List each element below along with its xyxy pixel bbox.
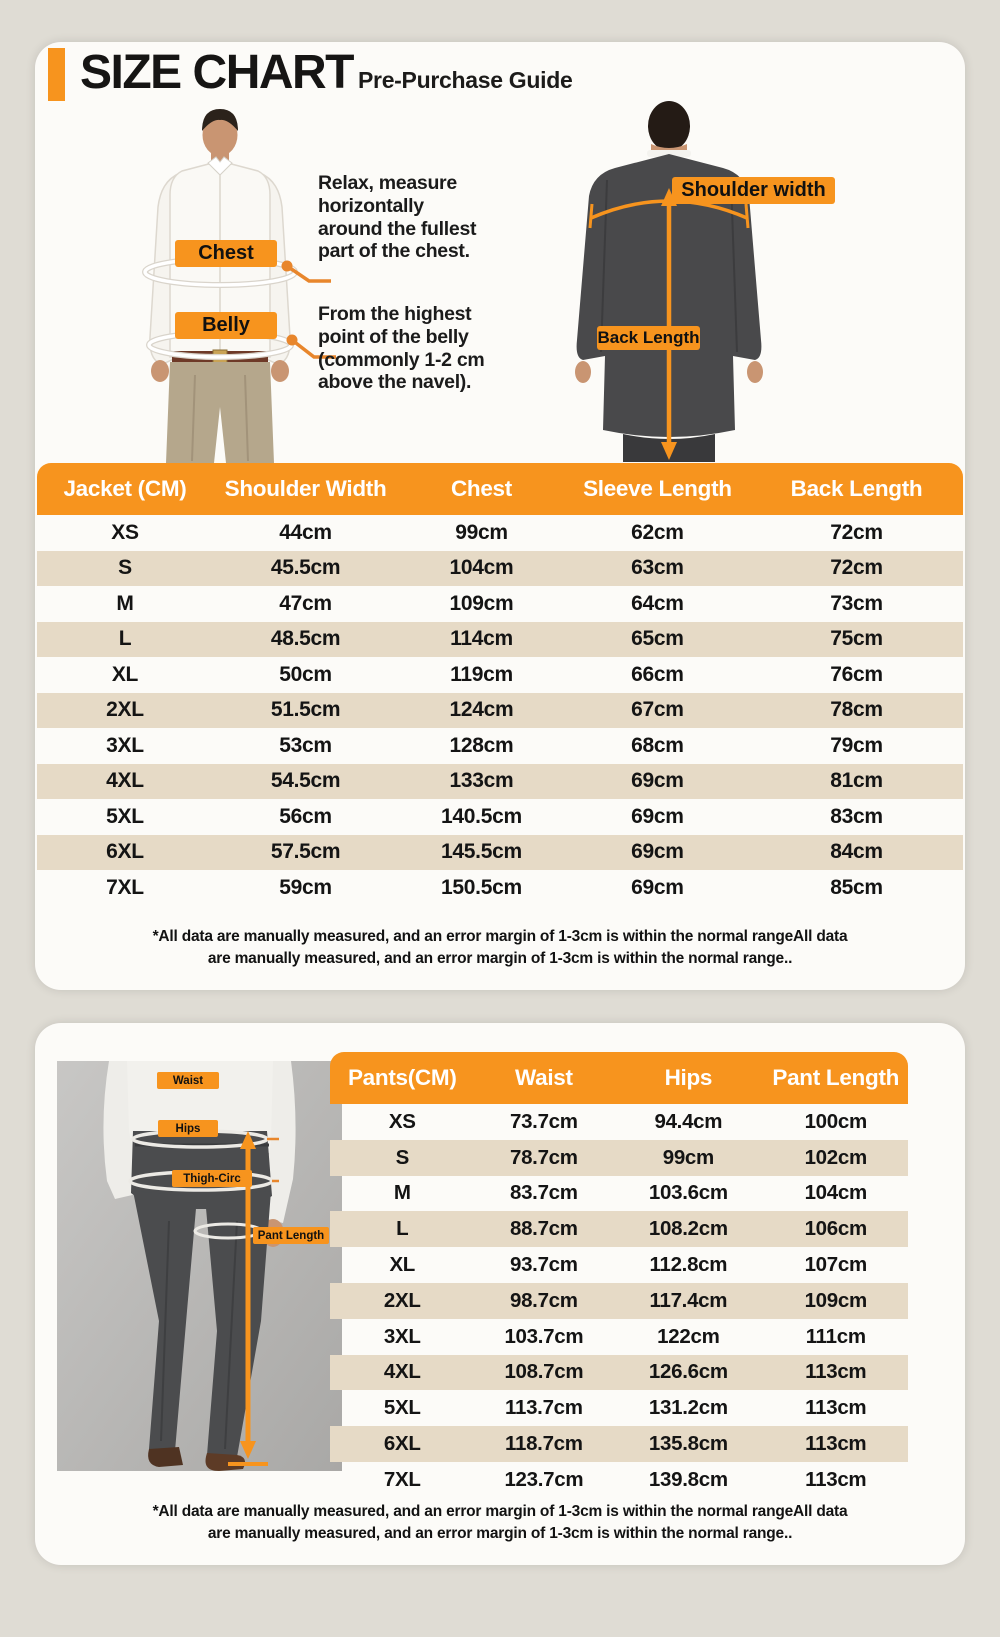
table-cell: 106cm <box>763 1211 908 1247</box>
chest-badge: Chest <box>175 240 277 267</box>
table-cell: 5XL <box>106 804 144 828</box>
table-cell: 47cm <box>279 591 332 615</box>
table-cell: 7XL <box>383 1467 421 1491</box>
table-cell: 99cm <box>455 520 508 544</box>
table-cell: 65cm <box>565 622 750 658</box>
table-cell: 64cm <box>631 591 684 615</box>
table-cell: 72cm <box>750 551 963 587</box>
table-row <box>330 1355 908 1391</box>
table-cell: 135.8cm <box>613 1426 763 1462</box>
table-cell: 113cm <box>805 1467 867 1491</box>
table-cell: 83cm <box>830 804 883 828</box>
table-row <box>37 657 963 693</box>
table-cell: 133cm <box>398 764 565 800</box>
jacket-size-table <box>37 463 963 906</box>
pants-size-table <box>330 1052 908 1498</box>
table-cell: 103.7cm <box>504 1324 584 1348</box>
table-row <box>330 1140 908 1176</box>
table-cell: 69cm <box>631 875 684 899</box>
table-cell: L <box>37 622 213 658</box>
table-cell: 78cm <box>750 693 963 729</box>
table-cell: 5XL <box>383 1396 421 1420</box>
table-cell: 69cm <box>565 764 750 800</box>
table-cell: 113cm <box>805 1396 867 1420</box>
title-accent-bar <box>48 48 65 101</box>
table-row <box>330 1390 908 1426</box>
table-cell: 122cm <box>657 1324 720 1348</box>
page-subtitle: Pre-Purchase Guide <box>358 67 573 93</box>
pants-disclaimer <box>35 1501 965 1545</box>
back-figure-image <box>545 100 865 462</box>
table-cell: M <box>116 591 134 615</box>
table-cell: 109cm <box>763 1283 908 1319</box>
table-cell: 3XL <box>383 1324 421 1348</box>
table-cell: 69cm <box>631 804 684 828</box>
table-cell: 73.7cm <box>509 1109 578 1133</box>
hips-badge: Hips <box>158 1120 218 1137</box>
table-row <box>37 870 963 906</box>
table-cell: 51.5cm <box>213 693 398 729</box>
disclaimer-line: are manually measured, and an error margin of 1-3cm is within the normal range.. <box>207 1525 793 1542</box>
table-cell: 53cm <box>279 733 332 757</box>
table-cell: 124cm <box>398 693 565 729</box>
pants-table-header-row <box>330 1052 908 1104</box>
table-cell: 66cm <box>631 662 684 686</box>
table-row <box>37 622 963 658</box>
table-cell: XS <box>388 1109 416 1133</box>
table-row <box>37 515 963 551</box>
table-cell: 2XL <box>37 693 213 729</box>
table-row <box>330 1319 908 1355</box>
table-cell: 6XL <box>37 835 213 871</box>
table-cell: 114cm <box>398 622 565 658</box>
table-cell: 88.7cm <box>475 1211 614 1247</box>
table-cell: 2XL <box>330 1283 475 1319</box>
table-cell: 102cm <box>763 1140 908 1176</box>
waist-badge: Waist <box>157 1072 219 1089</box>
table-row <box>37 799 963 835</box>
table-cell: 98.7cm <box>475 1283 614 1319</box>
table-cell: S <box>330 1140 475 1176</box>
table-cell: 79cm <box>830 733 883 757</box>
table-cell: 44cm <box>279 520 332 544</box>
table-cell: 93.7cm <box>509 1253 578 1277</box>
table-cell: 113.7cm <box>505 1396 583 1420</box>
table-cell: 50cm <box>279 662 332 686</box>
table-cell: 103.6cm <box>648 1181 728 1205</box>
table-cell: 45.5cm <box>213 551 398 587</box>
table-cell: 145.5cm <box>398 835 565 871</box>
column-header: Hips <box>613 1052 763 1104</box>
column-header: Shoulder Width <box>213 463 398 515</box>
table-cell: 100cm <box>804 1109 867 1133</box>
table-cell: 107cm <box>804 1253 867 1277</box>
table-cell: 4XL <box>330 1355 475 1391</box>
table-cell: 76cm <box>830 662 883 686</box>
table-cell: 3XL <box>106 733 144 757</box>
table-cell: 150.5cm <box>441 875 522 899</box>
table-cell: 81cm <box>750 764 963 800</box>
column-header: Waist <box>475 1052 614 1104</box>
table-cell: 109cm <box>449 591 514 615</box>
table-row <box>330 1426 908 1462</box>
table-cell: 75cm <box>750 622 963 658</box>
pant-length-badge: Pant Length <box>253 1227 329 1244</box>
table-cell: 84cm <box>750 835 963 871</box>
shoulder-width-badge: Shoulder width <box>672 177 835 204</box>
table-cell: 140.5cm <box>441 804 522 828</box>
column-header: Pants(CM) <box>330 1052 475 1104</box>
table-cell: 72cm <box>830 520 883 544</box>
table-row <box>37 551 963 587</box>
table-cell: 85cm <box>830 875 883 899</box>
table-row <box>330 1104 908 1140</box>
page-title: SIZE CHART <box>80 46 353 99</box>
table-row <box>330 1211 908 1247</box>
table-row <box>37 835 963 871</box>
disclaimer-line: *All data are manually measured, and an error margin of 1-3cm is within the normal rangeAll data <box>152 1503 848 1520</box>
column-header: Sleeve Length <box>565 463 750 515</box>
table-cell: 123.7cm <box>504 1467 584 1491</box>
chest-connector-line <box>281 260 333 288</box>
table-cell: 6XL <box>330 1426 475 1462</box>
table-cell: 83.7cm <box>509 1181 578 1205</box>
table-cell: 118.7cm <box>475 1426 614 1462</box>
table-cell: 4XL <box>37 764 213 800</box>
table-cell: 104cm <box>804 1181 867 1205</box>
table-cell: 7XL <box>106 875 144 899</box>
table-row <box>330 1176 908 1212</box>
table-cell: L <box>330 1211 475 1247</box>
table-cell: 63cm <box>565 551 750 587</box>
table-row <box>330 1283 908 1319</box>
table-cell: 126.6cm <box>613 1355 763 1391</box>
jacket-size-card <box>35 42 965 990</box>
column-header: Back Length <box>750 463 963 515</box>
jacket-table-header-row <box>37 463 963 515</box>
table-row <box>37 728 963 764</box>
table-cell: 108.2cm <box>613 1211 763 1247</box>
table-cell: 57.5cm <box>213 835 398 871</box>
table-cell: 104cm <box>398 551 565 587</box>
table-row <box>37 764 963 800</box>
back-length-badge: Back Length <box>597 326 700 350</box>
belly-note: From the highest point of the belly (commonly 1-2 cm above the navel). <box>318 303 485 394</box>
table-cell: 99cm <box>613 1140 763 1176</box>
table-cell: XL <box>389 1253 416 1277</box>
table-cell: 119cm <box>450 662 513 686</box>
table-cell: 68cm <box>631 733 684 757</box>
belly-badge: Belly <box>175 312 277 339</box>
chest-note: Relax, measure horizontally around the fullest part of the chest. <box>318 172 477 263</box>
table-cell: 112.8cm <box>649 1253 728 1277</box>
table-cell: 56cm <box>279 804 332 828</box>
table-cell: S <box>37 551 213 587</box>
table-cell: 73cm <box>830 591 883 615</box>
table-cell: 78.7cm <box>475 1140 614 1176</box>
table-row <box>37 586 963 622</box>
disclaimer-line: are manually measured, and an error margin of 1-3cm is within the normal range.. <box>207 950 793 967</box>
thigh-circ-badge: Thigh-Circ <box>172 1170 252 1187</box>
page-header <box>80 42 572 104</box>
table-row <box>330 1462 908 1498</box>
disclaimer-line: *All data are manually measured, and an error margin of 1-3cm is within the normal rangeAll data <box>152 928 848 945</box>
pants-size-card <box>35 1023 965 1565</box>
table-cell: 69cm <box>565 835 750 871</box>
table-cell: 108.7cm <box>475 1355 614 1391</box>
table-cell: 54.5cm <box>213 764 398 800</box>
table-cell: M <box>393 1181 411 1205</box>
table-row <box>330 1247 908 1283</box>
table-cell: 48.5cm <box>213 622 398 658</box>
table-cell: 131.2cm <box>648 1396 728 1420</box>
table-cell: 139.8cm <box>648 1467 728 1491</box>
column-header: Chest <box>398 463 565 515</box>
table-cell: 128cm <box>449 733 514 757</box>
table-cell: XL <box>111 662 139 686</box>
column-header: Jacket (CM) <box>37 463 213 515</box>
table-cell: 117.4cm <box>613 1283 763 1319</box>
table-cell: 113cm <box>763 1426 908 1462</box>
column-header: Pant Length <box>763 1052 908 1104</box>
table-cell: 111cm <box>805 1324 866 1348</box>
table-cell: XS <box>111 520 139 544</box>
table-cell: 113cm <box>763 1355 908 1391</box>
jacket-disclaimer <box>35 926 965 970</box>
table-cell: 62cm <box>631 520 684 544</box>
table-row <box>37 693 963 729</box>
table-cell: 94.4cm <box>654 1109 723 1133</box>
table-cell: 59cm <box>279 875 332 899</box>
table-cell: 67cm <box>565 693 750 729</box>
